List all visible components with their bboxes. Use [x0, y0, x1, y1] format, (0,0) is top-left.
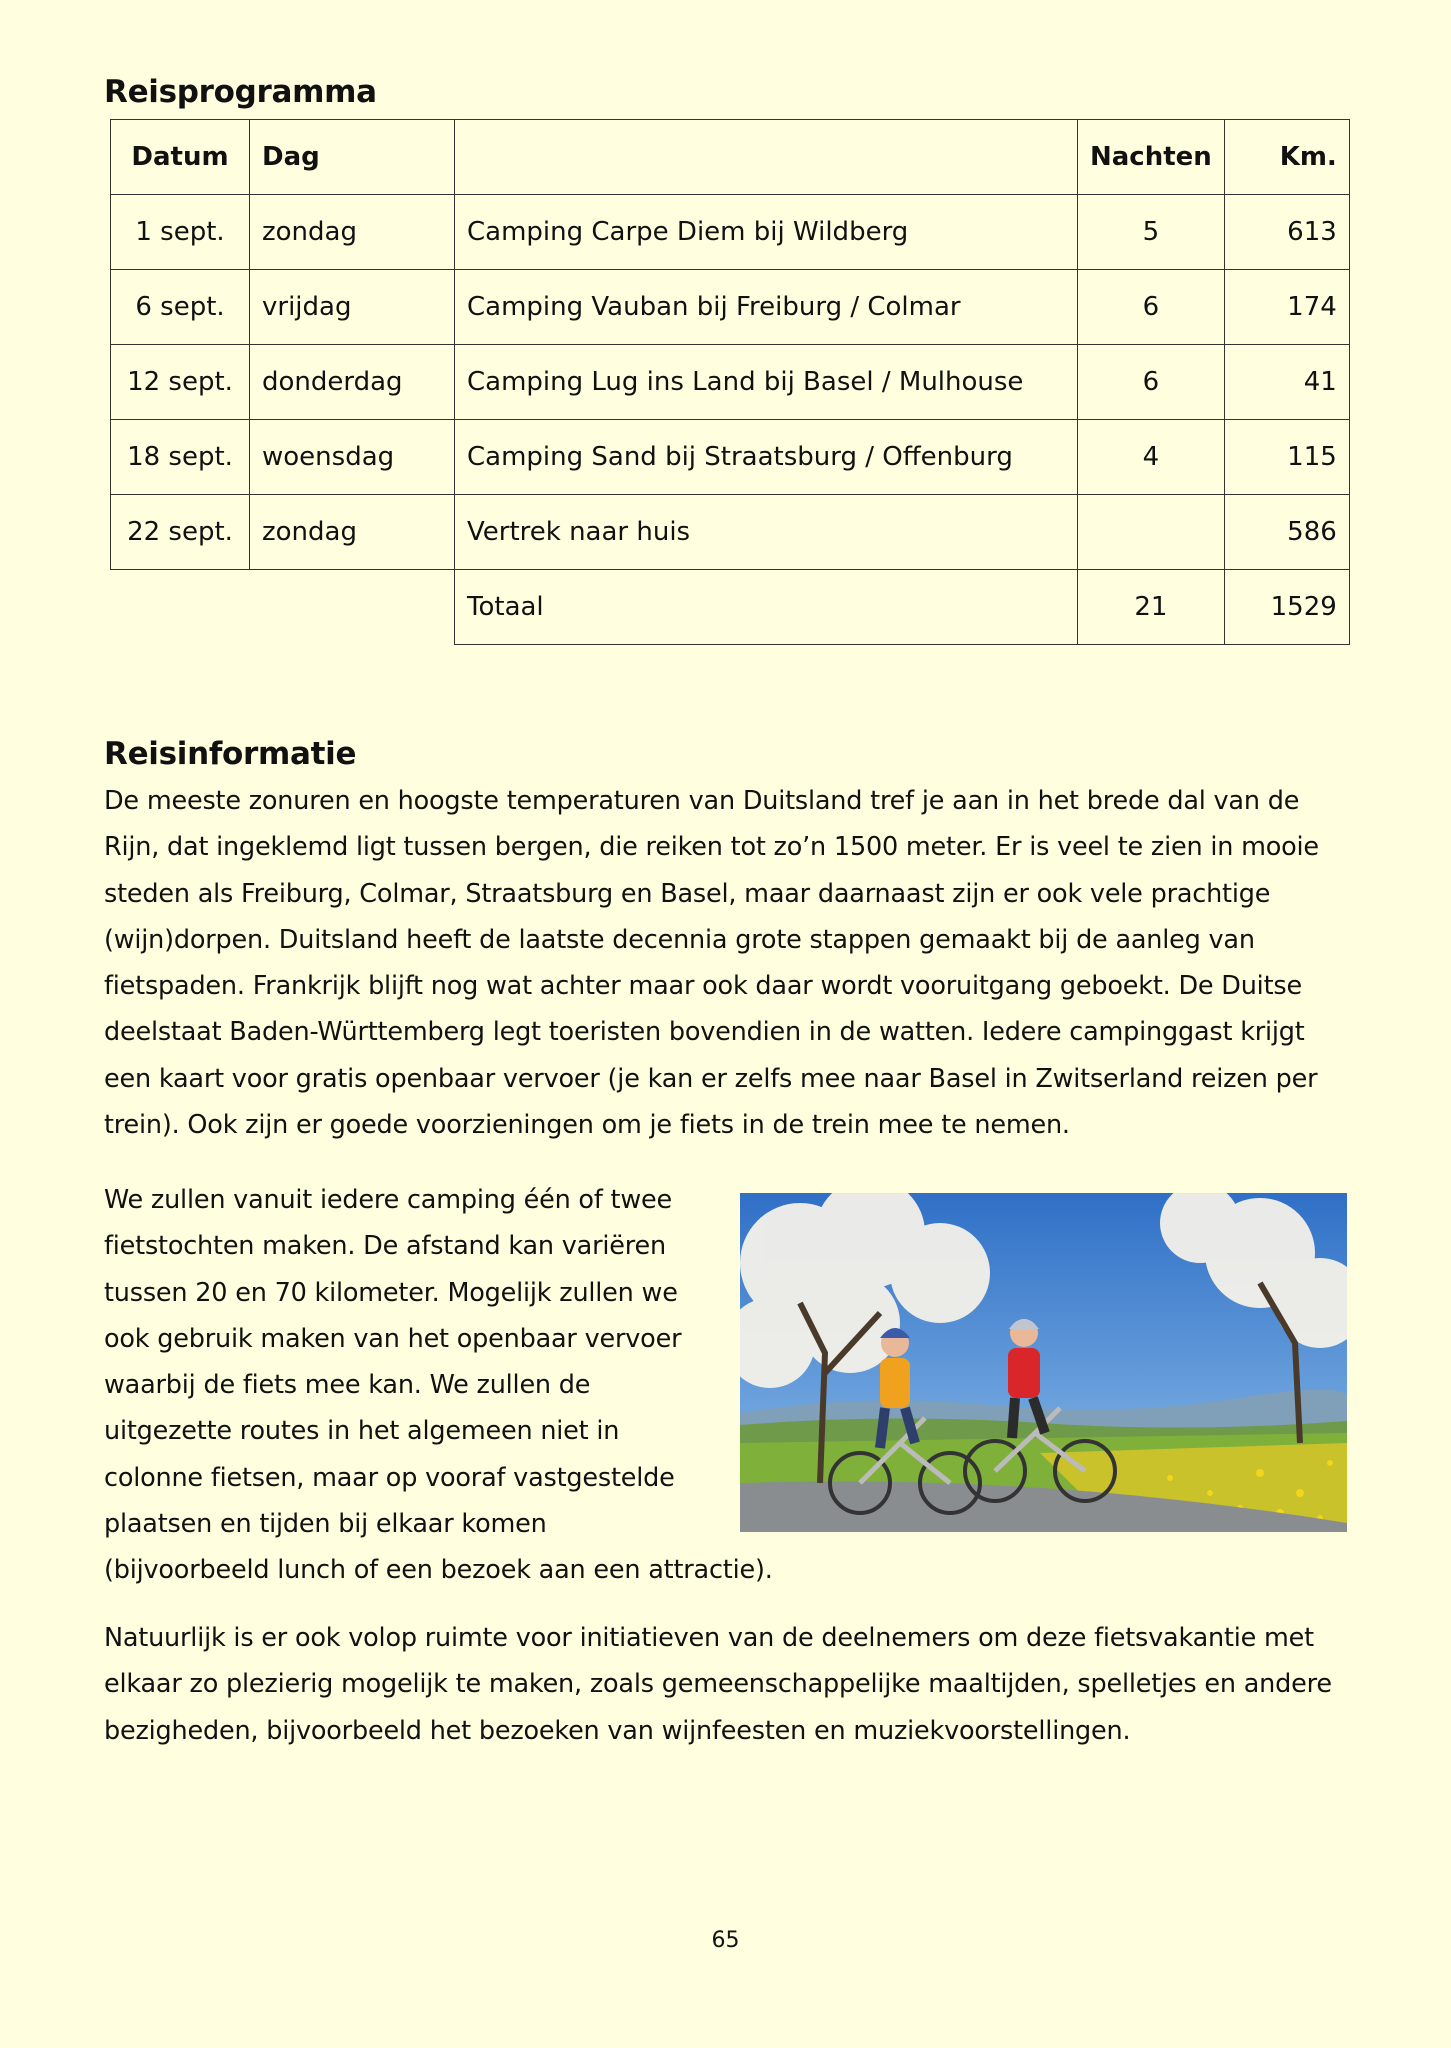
cell-description: Vertrek naar huis: [455, 495, 1078, 570]
empty-cell: [111, 570, 250, 645]
table-row: [111, 270, 1350, 345]
info-paragraph-2: [104, 1177, 773, 1594]
header-km: Km.: [1224, 120, 1349, 195]
paragraph-line: plaatsen en tijden bij elkaar komen: [104, 1509, 547, 1540]
cell-nachten: [1078, 495, 1225, 570]
cell-km: 41: [1224, 345, 1349, 420]
info-paragraph-3: Natuurlijk is er ook volop ruimte voor initiatieven van de deelnemers om deze fietsvakantie met elkaar zo plezierig mogelijk te maken, zoals gemeenschappelijke maaltijden, spelletjes en andere bezigheden, bijvoorbeeld het bezoeken van wijnfeesten en muziekvoorstellingen.: [104, 1623, 1332, 1746]
program-table: [110, 119, 1350, 645]
cell-km: 174: [1224, 270, 1349, 345]
paragraph-line: ook gebruik maken van het openbaar vervoer: [104, 1323, 682, 1354]
cell-description: Camping Lug ins Land bij Basel / Mulhouse: [455, 345, 1078, 420]
table-row: [111, 345, 1350, 420]
table-row: [111, 195, 1350, 270]
paragraph-line: tussen 20 en 70 kilometer. Mogelijk zullen we: [104, 1277, 678, 1308]
cell-dag: vrijdag: [250, 270, 455, 345]
paragraph-line: uitgezette routes in het algemeen niet in: [104, 1416, 620, 1447]
table-row: [111, 420, 1350, 495]
paragraph-line: colonne fietsen, maar op vooraf vastgestelde: [104, 1462, 675, 1493]
table-header-row: [111, 120, 1350, 195]
cell-nachten: 6: [1078, 270, 1225, 345]
cell-datum: 1 sept.: [111, 195, 250, 270]
paragraph-line: (bijvoorbeeld lunch of een bezoek aan een attractie).: [104, 1555, 773, 1586]
cell-dag: zondag: [250, 495, 455, 570]
cell-km: 115: [1224, 420, 1349, 495]
page-number: 65: [711, 1928, 740, 1953]
cell-nachten: 6: [1078, 345, 1225, 420]
table-total-row: [111, 570, 1350, 645]
cell-description: Camping Sand bij Straatsburg / Offenburg: [455, 420, 1078, 495]
cell-nachten: 5: [1078, 195, 1225, 270]
cell-datum: 6 sept.: [111, 270, 250, 345]
paragraph-line: fietstochten maken. De afstand kan variëren: [104, 1231, 666, 1262]
cell-datum: 18 sept.: [111, 420, 250, 495]
header-dag: Dag: [250, 120, 455, 195]
section-title-program: Reisprogramma: [104, 74, 377, 110]
cell-km: 586: [1224, 495, 1349, 570]
info-paragraph-1: De meeste zonuren en hoogste temperaturen van Duitsland tref je aan in het brede dal van de Rijn, dat ingeklemd ligt tussen bergen, die reiken tot zo’n 1500 meter. Er is veel te zien in mooie steden als Freiburg, Colmar, Straatsburg en Basel, maar daarnaast zijn er ook vele prachtige (wijn)dorpen. Duitsland heeft de laatste decennia grote stappen gemaakt bij de aanleg van fietspaden. Frankrijk blijft nog wat achter maar ook daar wordt vooruitgang geboekt. De Duitse deelstaat Baden-Württemberg legt toeristen bovendien in de watten. Iedere campinggast krijgt een kaart voor gratis openbaar vervoer (je kan er zelfs mee naar Basel in Zwitserland reizen per trein). Ook zijn er goede voorzieningen om je fiets in de trein mee te nemen.: [104, 786, 1319, 1141]
cell-dag: donderdag: [250, 345, 455, 420]
cell-datum: 22 sept.: [111, 495, 250, 570]
paragraph-line: waarbij de fiets mee kan. We zullen de: [104, 1370, 591, 1401]
empty-cell: [250, 570, 455, 645]
cell-description: Camping Carpe Diem bij Wildberg: [455, 195, 1078, 270]
section-title-info: Reisinformatie: [104, 736, 357, 772]
total-km: 1529: [1224, 570, 1349, 645]
table-row: [111, 495, 1350, 570]
cell-datum: 12 sept.: [111, 345, 250, 420]
cell-km: 613: [1224, 195, 1349, 270]
cell-dag: woensdag: [250, 420, 455, 495]
cell-nachten: 4: [1078, 420, 1225, 495]
cell-dag: zondag: [250, 195, 455, 270]
header-nachten: Nachten: [1078, 120, 1225, 195]
total-label: Totaal: [455, 570, 1078, 645]
cyclists-illustration: [740, 1193, 1347, 1532]
paragraph-line: We zullen vanuit iedere camping één of twee: [104, 1185, 672, 1215]
header-datum: Datum: [111, 120, 250, 195]
cell-description: Camping Vauban bij Freiburg / Colmar: [455, 270, 1078, 345]
total-nachten: 21: [1078, 570, 1225, 645]
cyclists-photo: [740, 1193, 1347, 1532]
header-description: [455, 120, 1078, 195]
